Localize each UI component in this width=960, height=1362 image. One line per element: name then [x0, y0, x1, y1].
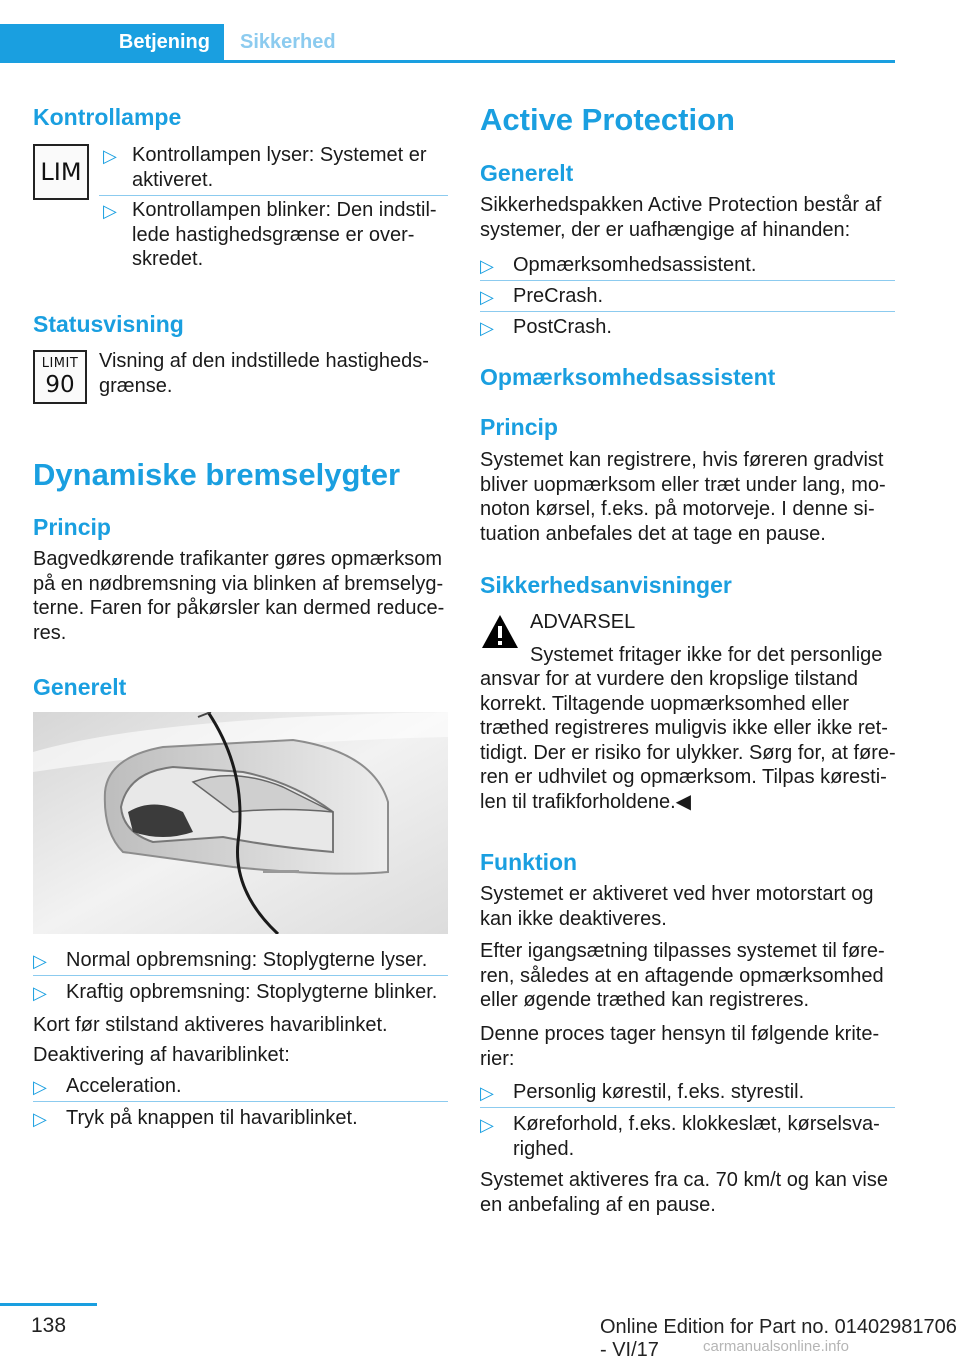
- brake-light-image: [33, 712, 448, 934]
- header-bar: [0, 24, 895, 62]
- heading-generelt: Generelt: [33, 674, 127, 700]
- divider: [480, 311, 895, 312]
- bullet-icon: ▷: [480, 256, 494, 276]
- heading-sikkerhedsanvisninger: Sikkerhedsanvisninger: [480, 572, 732, 598]
- heading-princip: Princip: [33, 514, 111, 540]
- tab-betjening[interactable]: Betjening: [0, 24, 224, 62]
- bullet-icon: ▷: [480, 318, 494, 338]
- heading-active-protection: Active Protection: [480, 102, 735, 137]
- tab-sikkerhed[interactable]: Sikkerhed: [240, 31, 336, 53]
- system-item-1: Opmærksomhedsassistent.: [513, 254, 757, 276]
- divider: [33, 975, 448, 976]
- heading-funktion: Funktion: [480, 849, 578, 875]
- warning-text: ansvar for at vurdere den kropslige tilstand korrekt. Tiltagende uopmærksomhed eller træthed registreres muligvis ikke eller ikke ret- tidigt. Der er risiko for ulykker. Sørg for, at føre- ren er udhvilet og opmærksom. Tilpas køresti- len til trafikforholdene.◀: [480, 668, 896, 813]
- heading-statusvisning: Statusvisning: [33, 311, 184, 337]
- bullet-icon: ▷: [33, 1077, 47, 1097]
- warning-title: ADVARSEL: [530, 611, 636, 633]
- lim-indicator-icon: LIM: [33, 144, 89, 200]
- kontrollampe-item-1: Kontrollampen lyser: Systemet er aktiveret.: [132, 144, 427, 191]
- bullet-icon: ▷: [33, 1109, 47, 1129]
- heading-kontrollampe: Kontrollampe: [33, 104, 182, 130]
- bremselys-item-2: Kraftig opbremsning: Stoplygterne blinker.: [66, 981, 438, 1003]
- havariblink-text: Kort før stilstand aktiveres havariblinket.: [33, 1014, 388, 1036]
- bremselys-item-1: Normal opbremsning: Stoplygterne lyser.: [66, 949, 428, 971]
- footer-line: [0, 1303, 97, 1306]
- edition-text: Online Edition for Part no. 01402981706 - VI/17: [600, 1316, 957, 1361]
- bullet-icon: ▷: [480, 287, 494, 307]
- statusvisning-text: Visning af den indstillede hastigheds- grænse.: [99, 350, 429, 397]
- bullet-icon: ▷: [480, 1115, 494, 1135]
- active-protection-intro: Sikkerhedspakken Active Protection består af systemer, der er uafhængige af hinanden:: [480, 194, 882, 241]
- watermark: carmanualsonline.info: [703, 1338, 849, 1355]
- divider: [480, 280, 895, 281]
- heading-princip-right: Princip: [480, 414, 558, 440]
- deaktivering-item-1: Acceleration.: [66, 1075, 182, 1097]
- system-item-3: PostCrash.: [513, 316, 612, 338]
- bullet-icon: ▷: [33, 951, 47, 971]
- system-item-2: PreCrash.: [513, 285, 604, 307]
- funktion-paragraph-3: Denne proces tager hensyn til følgende krite- rier:: [480, 1023, 880, 1070]
- heading-dynamiske-bremselygter: Dynamiske bremselygter: [33, 457, 401, 492]
- warning-first-line: Systemet fritager ikke for det personlige: [530, 644, 883, 666]
- princip-paragraph: Bagvedkørende trafikanter gøres opmærksom på en nødbremsning via blinken af bremselyg- terne. Faren for påkørsler kan dermed reduce- res.: [33, 548, 445, 644]
- heading-generelt-right: Generelt: [480, 160, 574, 186]
- funktion-paragraph-2: Efter igangsætning tilpasses systemet til føre- ren, således at en aftagende opmærksomhed eller øgende træthed kan registreres.: [480, 940, 885, 1011]
- deaktivering-text: Deaktivering af havariblinket:: [33, 1044, 290, 1066]
- heading-opmaerksomhedsassistent: Opmærksomhedsassistent: [480, 364, 776, 390]
- bullet-icon: ▷: [103, 201, 117, 221]
- bullet-icon: ▷: [33, 983, 47, 1003]
- warning-icon: [480, 612, 520, 652]
- criteria-item-2: Køreforhold, f.eks. klokkeslæt, kørselsva- righed.: [513, 1113, 880, 1160]
- divider: [33, 1101, 448, 1102]
- page-number: 138: [30, 1314, 67, 1337]
- criteria-item-1: Personlig kørestil, f.eks. styrestil.: [513, 1081, 805, 1103]
- deaktivering-item-2: Tryk på knappen til havariblinket.: [66, 1107, 358, 1129]
- final-paragraph: Systemet aktiveres fra ca. 70 km/t og kan vise en anbefaling af en pause.: [480, 1169, 888, 1216]
- divider: [99, 195, 448, 196]
- princip-right-paragraph: Systemet kan registrere, hvis føreren gradvist bliver uopmærksom eller træt under lang, mo- noton kørsel, f.eks. på motorveje. I denne si- tuation anbefales det at tage en pause.: [480, 449, 886, 545]
- funktion-paragraph-1: Systemet er aktiveret ved hver motorstart og kan ikke deaktiveres.: [480, 883, 874, 930]
- kontrollampe-item-2: Kontrollampen blinker: Den indstil- lede hastighedsgrænse er over- skredet.: [132, 199, 437, 270]
- bullet-icon: ▷: [480, 1083, 494, 1103]
- divider: [480, 1107, 895, 1108]
- limit-display-icon: LIMIT 90: [33, 350, 87, 404]
- bullet-icon: ▷: [103, 146, 117, 166]
